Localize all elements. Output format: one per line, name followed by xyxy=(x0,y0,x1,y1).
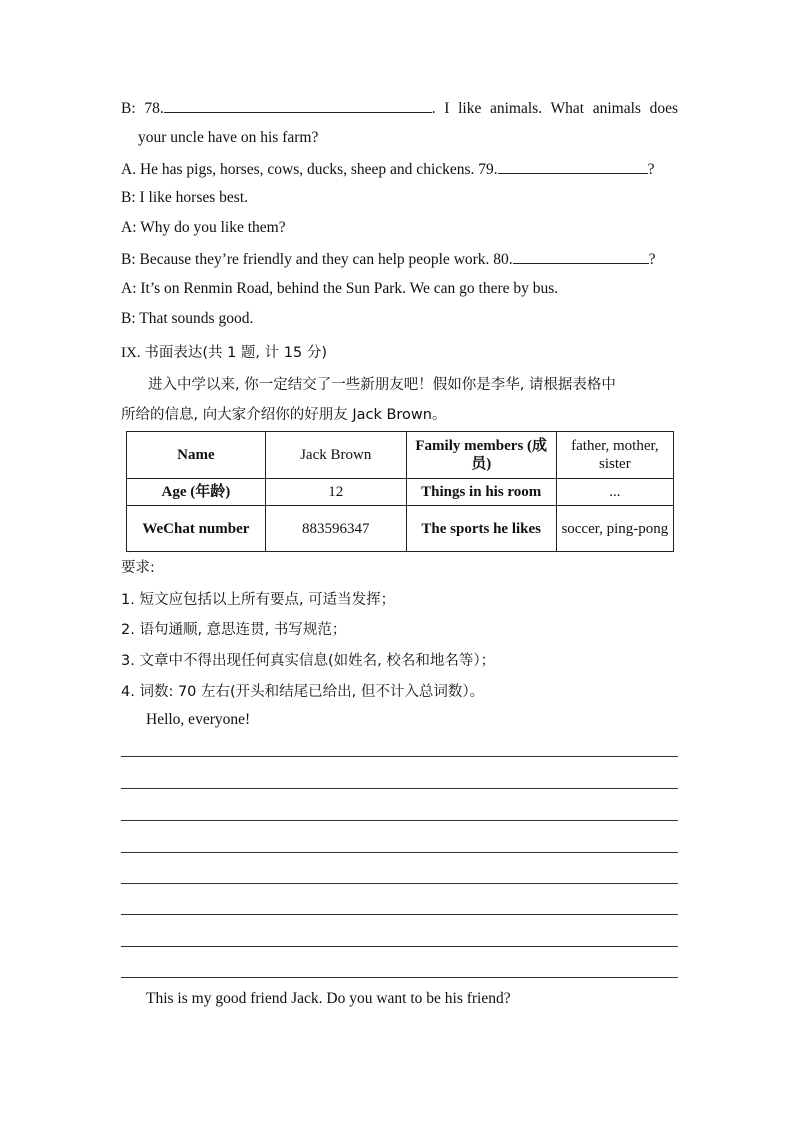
table-cell: WeChat number xyxy=(127,506,266,552)
requirement-item: 2. 语句通顺, 意思连贯, 书写规范； xyxy=(121,622,347,638)
dialogue-line-horses: B: I like horses best. xyxy=(121,189,248,206)
table-cell: Age (年龄) xyxy=(127,479,266,506)
writing-line[interactable] xyxy=(121,946,678,947)
intro-line-2: 所给的信息, 向大家介绍你的好朋友 Jack Brown。 xyxy=(121,407,447,423)
dialogue-line-78 xyxy=(121,98,678,118)
section-heading xyxy=(121,341,327,362)
dialogue-line-why: A: Why do you like them? xyxy=(121,219,286,236)
line-prefix: B: 78. xyxy=(121,100,164,117)
answer-blank-80[interactable] xyxy=(513,249,649,264)
line-prefix: B: Because they’re friendly and they can help people work. 80. xyxy=(121,251,513,268)
writing-line[interactable] xyxy=(121,914,678,915)
requirement-item: 1. 短文应包括以上所有要点, 可适当发挥； xyxy=(121,592,396,608)
table-cell: soccer, ping-pong xyxy=(556,506,673,552)
writing-closing: This is my good friend Jack. Do you want to be his friend? xyxy=(146,990,511,1007)
dialogue-line-79 xyxy=(121,159,655,179)
table-row xyxy=(127,506,674,552)
line-suffix: . I like animals. What animals does xyxy=(431,100,678,117)
table-cell: Name xyxy=(127,432,266,479)
writing-line[interactable] xyxy=(121,756,678,757)
table-cell: Things in his room xyxy=(406,479,556,506)
writing-line[interactable] xyxy=(121,852,678,853)
section-title: 书面表达(共 1 题, 计 15 分) xyxy=(144,345,327,361)
requirement-item: 4. 词数: 70 左右(开头和结尾已给出, 但不计入总词数）。 xyxy=(121,684,485,700)
table-cell: ... xyxy=(556,479,673,506)
table-cell: The sports he likes xyxy=(406,506,556,552)
section-number: IX. xyxy=(121,345,141,361)
line-suffix: ? xyxy=(648,251,656,268)
requirement-item: 3. 文章中不得出现任何真实信息(如姓名, 校名和地名等）； xyxy=(121,653,496,669)
dialogue-line-good: B: That sounds good. xyxy=(121,310,254,327)
dialogue-line-renmin: A: It’s on Renmin Road, behind the Sun Park. We can go there by bus. xyxy=(121,280,559,297)
line-prefix: A. He has pigs, horses, cows, ducks, sheep and chickens. 79. xyxy=(121,161,498,178)
table-cell: 883596347 xyxy=(265,506,406,552)
info-table xyxy=(126,431,674,552)
answer-blank-78[interactable] xyxy=(164,98,432,113)
dialogue-line-80 xyxy=(121,249,656,269)
writing-opening: Hello, everyone! xyxy=(146,711,251,728)
writing-line[interactable] xyxy=(121,788,678,789)
intro-line-1: 进入中学以来, 你一定结交了一些新朋友吧！假如你是李华, 请根据表格中 xyxy=(148,377,616,393)
line-suffix: ? xyxy=(647,161,655,178)
writing-line[interactable] xyxy=(121,883,678,884)
writing-line[interactable] xyxy=(121,820,678,821)
dialogue-line-78-cont: your uncle have on his farm? xyxy=(138,129,319,146)
answer-blank-79[interactable] xyxy=(498,159,648,174)
writing-line[interactable] xyxy=(121,977,678,978)
table-cell: Jack Brown xyxy=(265,432,406,479)
requirements-label: 要求: xyxy=(121,560,155,576)
table-cell: 12 xyxy=(265,479,406,506)
table-row xyxy=(127,479,674,506)
table-row xyxy=(127,432,674,479)
table-cell: father, mother, sister xyxy=(556,432,673,479)
table-cell: Family members (成员) xyxy=(406,432,556,479)
